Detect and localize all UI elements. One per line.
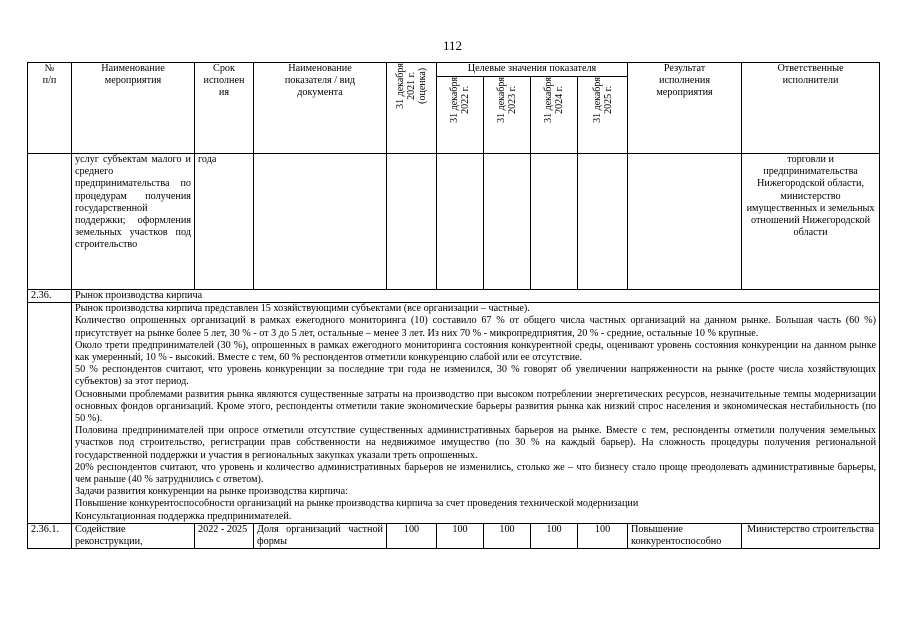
narrative-paragraph: Задачи развития конкуренции на рынке производства кирпича: (75, 486, 349, 498)
header-2024-cell (531, 77, 578, 154)
page-number: 112 (442, 38, 463, 53)
header-2022-cell (437, 77, 484, 154)
row-responsible: Министерство строительства (742, 523, 880, 548)
header-result: Результат исполнения мероприятия (628, 63, 742, 154)
section-title: Рынок производства кирпича (72, 290, 880, 303)
header-row-1 (28, 63, 880, 77)
narrative-paragraph: Половина предпринимателей при опросе отметили отсутствие существенных административных барьеров на рынке. Вместе с тем, респонденты отметили получения земельных участков под строительство, регистрации прав собственности на недвижимое имущество (по 30 % на каждый барьер). На сложность процедуры получения региональной государственной поддержки и участия в региональных закупках указали треть опрошенных. (75, 425, 877, 461)
narrative-paragraph: 20% респондентов считают, что уровень и количество административных барьеров не изменились, столько же – что бизнесу стало проще преодолевать административные барьеры, чем раньше (40 % затруднились с ответом). (75, 461, 877, 486)
header-2025-cell (578, 77, 628, 154)
continuation-event: услуг субъектам малого и среднего предпринимательства по процедурам получения государственной поддержки; оформления земельных участков под строительство (72, 154, 195, 290)
header-2025: 31 декабря 2025 г. (591, 77, 614, 123)
row-value-2025: 100 (578, 523, 628, 548)
header-targets: Целевые значения показателя (437, 63, 628, 77)
narrative-paragraph: Рынок производства кирпича представлен 15 хозяйствующими субъектами (все организации – частные). (75, 303, 530, 315)
narrative-paragraph: Повышение конкурентоспособности организаций на рынке производства кирпича за счет проведения технической модернизации (75, 498, 639, 510)
header-responsible: Ответственные исполнители (742, 63, 880, 154)
row-event: Содействие реконструкции, (72, 523, 195, 548)
header-2021: 31 декабря 2021 г. (оценка) (395, 63, 428, 109)
measures-table (27, 62, 880, 549)
row-2-36-1 (28, 523, 880, 548)
row-term: 2022 - 2025 (195, 523, 254, 548)
header-2023: 31 декабря 2023 г. (496, 77, 518, 123)
narrative-paragraph: Количество опрошенных организаций в рамках ежегодного мониторинга (10) составило 67 % от общего числа частных организаций на данном рынке. Большая часть (60 %) присутствует на рынке более 5 лет, 30 % - от 3 до 5 лет, остальные – менее 3 лет. Из них 70 % - микропредприятия, 20 % - средние, остальные 10 % крупные. (75, 315, 877, 339)
narrative-paragraph: Консультационная поддержка предпринимателей. (75, 510, 292, 522)
continuation-responsible: торговли и предпринимательства Нижегородской области, министерство имущественных и земельных отношений Нижегородской области (742, 154, 880, 290)
continuation-term: года (195, 154, 254, 290)
header-2022: 31 декабря 2022 г. (449, 77, 471, 123)
row-value-2022: 100 (437, 523, 484, 548)
row-value-2024: 100 (531, 523, 578, 548)
row-value-2021: 100 (387, 523, 437, 548)
row-value-2023: 100 (484, 523, 531, 548)
section-num: 2.36. (28, 290, 72, 303)
section-title-row (28, 290, 880, 303)
row-result: Повышение конкурентоспособно (628, 523, 742, 548)
header-event: Наименование мероприятия (72, 63, 195, 154)
narrative-paragraph: Основными проблемами развития рынка являются существенные затраты на производство при высоком потреблении энергетических ресурсов, незначительные темпы модернизации основных фондов организаций. Кроме этого, респонденты отметили такие экономические барьеры развития рынка как низкий спрос населения и экономическая нестабильность (по 50 %). (75, 388, 877, 425)
header-num: № п/п (28, 63, 72, 154)
narrative-paragraph: 50 % респондентов считают, что уровень конкуренции за последние три года не изменился, 30 % говорят об увеличении напряженности на рынке (росте числа хозяйствующих субъектов) за этот период. (75, 364, 877, 388)
row-num: 2.36.1. (28, 523, 72, 548)
header-2024: 31 декабря 2024 г. (543, 77, 565, 123)
continuation-row (28, 154, 880, 290)
header-term: Срок исполнен ия (195, 63, 254, 154)
header-2023-cell (484, 77, 531, 154)
header-2021-cell (387, 63, 437, 154)
section-narrative-row (28, 303, 880, 524)
row-indicator: Доля организаций частной формы (254, 523, 387, 548)
narrative-paragraph: Около трети предпринимателей (30 %), опрошенных в рамках ежегодного мониторинга состояния конкурентной среды, оценивают уровень состояния конкуренции на данном рынке как умеренный, 10 % - высокий. Вместе с тем, 60 % респондентов отметили конкуренцию слабой или ее отсутствие. (75, 339, 877, 364)
section-narrative (72, 303, 880, 524)
header-indicator: Наименование показателя / вид документа (254, 63, 387, 154)
